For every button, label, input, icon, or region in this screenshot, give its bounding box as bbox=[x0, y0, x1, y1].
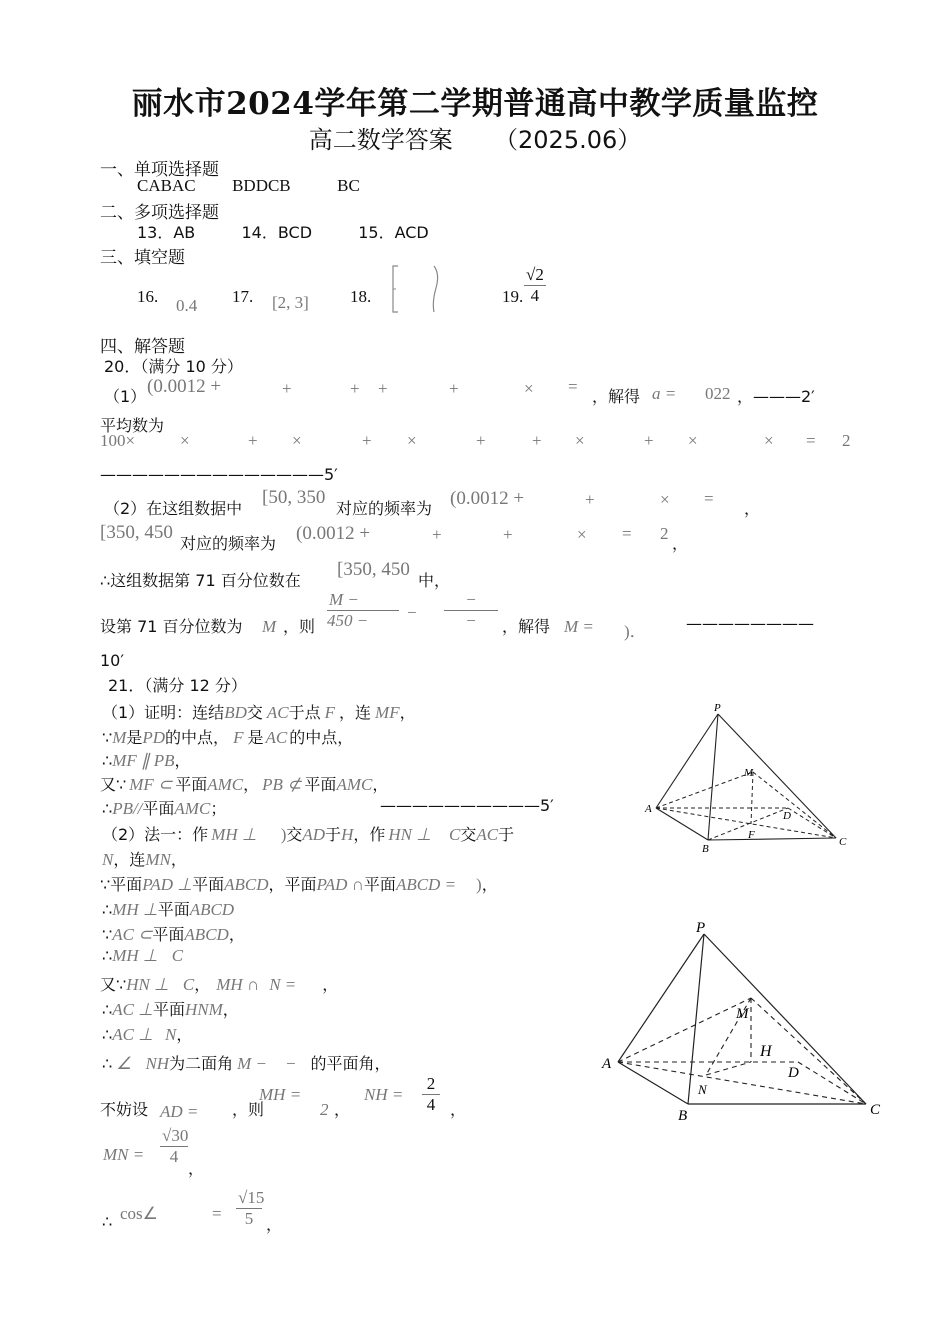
q21-l12-N: N = bbox=[269, 975, 297, 994]
q21-l12-HN: HN ⊥ bbox=[126, 975, 169, 994]
q21-line5 bbox=[102, 796, 226, 819]
q21-l5-expr: PB// bbox=[112, 799, 143, 818]
q20-p1-a: a = bbox=[652, 384, 677, 403]
q20-p1-plus3: + bbox=[378, 379, 388, 398]
q20-p4-num2: − bbox=[444, 590, 498, 611]
q21-l8-PAD2: PAD ∩ bbox=[316, 875, 364, 894]
q21-line10 bbox=[102, 922, 245, 945]
q21-line1 bbox=[102, 700, 416, 723]
q21-l8-end: ) bbox=[476, 875, 482, 894]
q21-l12-MH: MH ∩ bbox=[216, 975, 260, 994]
q21-line8 bbox=[100, 872, 498, 895]
q21-l15-dash: − bbox=[284, 1054, 297, 1073]
q20-p4-fraction2 bbox=[444, 590, 498, 631]
q21-l1e: ， bbox=[399, 703, 416, 722]
q21-l16-NH-den: 4 bbox=[426, 1095, 436, 1114]
pyramid-figure-1 bbox=[640, 700, 860, 860]
q20-p2-plus: + bbox=[585, 490, 595, 509]
q20-p3-text1: ∴这组数据第 71 百分位数在 bbox=[100, 571, 301, 590]
fig2-label-N: N bbox=[698, 1082, 707, 1097]
q21-l1d: ，连 bbox=[339, 703, 372, 722]
q20-p2-val2: 2 bbox=[660, 524, 669, 543]
q21-score5: ——————————5′ bbox=[380, 796, 554, 815]
q21-line11 bbox=[102, 946, 183, 966]
q21-l6-C: C bbox=[449, 825, 461, 844]
q20-avg-x4: × bbox=[575, 431, 585, 450]
q21-l15a: ∴ bbox=[102, 1054, 113, 1073]
q21-l12-C: C bbox=[182, 975, 195, 994]
q21-l11a: ∴ bbox=[102, 946, 113, 965]
q20-header: 20．（满分 10 分） bbox=[104, 357, 243, 376]
q16-label: 16. bbox=[137, 287, 159, 306]
q20-avg-start: 100× bbox=[100, 431, 136, 450]
q20-p2-expr1: (0.0012 + bbox=[450, 488, 525, 509]
q21-l16b: ，则 bbox=[232, 1100, 265, 1119]
q21-l5c: ； bbox=[210, 799, 227, 818]
q20-avg-x1: × bbox=[180, 431, 190, 450]
q20-p2-comma1: ， bbox=[744, 499, 761, 518]
q21-l4c: ， bbox=[243, 775, 260, 794]
fig1-label-P: P bbox=[714, 702, 721, 714]
q21-l6-paren: ) bbox=[280, 825, 287, 844]
page-title: 丽水市2024学年第二学期普通高中教学质量监控 bbox=[131, 86, 819, 122]
q21-l17-comma: ， bbox=[188, 1159, 205, 1178]
answer-group-2: BDDCB bbox=[232, 176, 291, 195]
q21-l15b: 为二面角 bbox=[169, 1054, 234, 1073]
q20-p2-interval1: [50, 350 bbox=[262, 487, 326, 508]
q21-l18-frac bbox=[236, 1188, 265, 1229]
q21-line7 bbox=[102, 847, 187, 870]
q20-p4-M2: M = bbox=[564, 617, 594, 636]
q21-l2-PD: PD bbox=[142, 728, 166, 747]
q21-l17-den: 4 bbox=[169, 1147, 179, 1166]
q21-l6-AC: AC bbox=[476, 825, 499, 844]
q21-l12c: ， bbox=[322, 975, 339, 994]
fig1-label-D: D bbox=[783, 810, 791, 822]
q21-l18-den: 5 bbox=[244, 1209, 254, 1228]
q21-l5b: 平面 bbox=[142, 799, 175, 818]
q21-l18-eq: = bbox=[212, 1204, 222, 1223]
q21-l8-ABCD2: ABCD = bbox=[395, 875, 457, 894]
q20-p2-times2: × bbox=[577, 525, 587, 544]
q20-p4-minus1: − bbox=[407, 603, 417, 622]
q21-l5a: ∴ bbox=[102, 799, 113, 818]
q21-l4a: 又∵ bbox=[100, 775, 127, 794]
q20-p4-num: M − bbox=[327, 590, 399, 611]
q21-l6b: 交 bbox=[286, 825, 303, 844]
q20-p2-plus3: + bbox=[503, 525, 513, 544]
q20-p1-solve: ，解得 bbox=[592, 387, 641, 406]
q20-p1-value: 022 bbox=[705, 384, 731, 403]
q20-p1-times: × bbox=[524, 379, 534, 398]
q21-l17-num: √30 bbox=[162, 1126, 189, 1145]
q21-l8e: ， bbox=[481, 875, 498, 894]
q21-l18-num: √15 bbox=[238, 1188, 265, 1207]
q21-l6-H: H bbox=[341, 825, 354, 844]
q20-avg-p2: + bbox=[362, 431, 372, 450]
q21-line13 bbox=[102, 997, 239, 1020]
q21-l9-ABCD: ABCD bbox=[189, 900, 235, 919]
section1-answers bbox=[137, 176, 360, 196]
q21-l1-F: F bbox=[324, 703, 336, 722]
q21-l16a: 不妨设 bbox=[100, 1100, 149, 1119]
q21-l4e: ， bbox=[372, 775, 389, 794]
q20-p2-comma2: ， bbox=[672, 534, 689, 553]
q21-l7-MN: MN bbox=[145, 850, 171, 869]
q21-l4-expr1: MF ⊂ bbox=[129, 775, 173, 794]
q18-brackets bbox=[386, 262, 446, 316]
fig2-label-P: P bbox=[696, 920, 706, 936]
q20-score10: 10′ bbox=[100, 651, 124, 670]
q20-dash-line: ——————————————5′ bbox=[100, 465, 338, 484]
q20-p2-freq-text1: 对应的频率为 bbox=[336, 499, 433, 518]
q21-l16-NH-num: 2 bbox=[422, 1074, 440, 1095]
q20-p1-score: ，———2′ bbox=[737, 387, 815, 406]
pyramid-figure-2 bbox=[598, 918, 898, 1130]
q21-l6-AD: AD bbox=[302, 825, 326, 844]
q20-p1-plus1: + bbox=[282, 379, 292, 398]
q21-l4b: 平面 bbox=[175, 775, 208, 794]
q21-l7a: ，连 bbox=[113, 850, 146, 869]
q20-p1-plus2: + bbox=[350, 379, 360, 398]
subtitle-date: （2025.06） bbox=[494, 126, 642, 154]
q21-line14 bbox=[102, 1022, 192, 1045]
q21-l18a: ∴ bbox=[102, 1212, 113, 1231]
q21-l8a: ∵平面 bbox=[100, 875, 143, 894]
q21-l2-M: M bbox=[112, 728, 127, 747]
q21-l1b: 交 bbox=[246, 703, 263, 722]
q21-l8-PAD: PAD ⊥ bbox=[142, 875, 193, 894]
q21-l1a: （1）证明：连结 bbox=[102, 703, 225, 722]
q21-l15-angle: ∠ bbox=[116, 1054, 132, 1073]
q21-l2c: 的中点， bbox=[165, 728, 230, 747]
q21-l1c: 于点 bbox=[288, 703, 321, 722]
q21-l16-comma2: ， bbox=[450, 1100, 467, 1119]
q21-l6-MH: MH ⊥ bbox=[211, 825, 257, 844]
q20-p4-text2: ，则 bbox=[283, 617, 316, 636]
fig1-label-B: B bbox=[702, 843, 709, 855]
q21-l16-NH: NH = bbox=[364, 1085, 404, 1104]
q21-l9a: ∴ bbox=[102, 900, 113, 919]
q21-line2 bbox=[102, 725, 353, 748]
q21-l16-MH-den: 2 bbox=[320, 1100, 329, 1119]
q20-p2-expr2: (0.0012 + bbox=[296, 523, 371, 544]
answer-group-1: CABAC bbox=[137, 176, 196, 195]
q20-p2-eq2: = bbox=[622, 524, 632, 543]
q21-header: 21．（满分 12 分） bbox=[108, 676, 247, 695]
q20-p4-den: 450 − bbox=[327, 611, 369, 630]
q20-avg-p3: + bbox=[476, 431, 486, 450]
q21-l8b: 平面 bbox=[192, 875, 225, 894]
q21-l4-AMC: AMC bbox=[207, 775, 244, 794]
q21-l8-ABCD: ABCD bbox=[224, 875, 269, 894]
section4-heading: 四、解答题 bbox=[100, 337, 185, 357]
q21-l3a: ∴ bbox=[102, 751, 113, 770]
q21-l11-MH: MH ⊥ bbox=[112, 946, 158, 965]
q20-p1-eq: = bbox=[568, 377, 578, 396]
q21-l2b: 是 bbox=[126, 728, 143, 747]
section2-heading: 二、多项选择题 bbox=[100, 203, 219, 223]
q21-l13b: 平面 bbox=[152, 1000, 185, 1019]
q21-l9-MH: MH ⊥ bbox=[112, 900, 158, 919]
fig2-label-D: D bbox=[788, 1065, 799, 1081]
q21-l16-AD: AD = bbox=[160, 1102, 199, 1121]
q21-l2-AC: AC bbox=[265, 728, 288, 747]
fig1-label-C: C bbox=[839, 836, 847, 848]
q19-denominator: 4 bbox=[530, 286, 540, 305]
q17-answer: [2, 3] bbox=[272, 293, 309, 312]
q20-p4-solve: ，解得 bbox=[502, 617, 551, 636]
q21-l3-expr: MF ∥ PB bbox=[112, 751, 175, 770]
answer-group-3: BC bbox=[337, 176, 360, 195]
q20-p2-interval2: [350, 450 bbox=[100, 522, 173, 543]
subtitle-text: 高二数学答案 bbox=[308, 126, 453, 154]
q18-label: 18. bbox=[350, 287, 372, 306]
q21-l2-F: F bbox=[233, 728, 244, 747]
q20-avg-p5: + bbox=[644, 431, 654, 450]
q20-p4-M: M bbox=[262, 617, 277, 636]
q21-line6 bbox=[102, 822, 514, 845]
q20-p4-text1: 设第 71 百分位数为 bbox=[100, 617, 243, 636]
q21-l7-N: N bbox=[102, 850, 114, 869]
q21-l13-HNM: HNM bbox=[185, 1000, 223, 1019]
q21-l17-frac bbox=[160, 1126, 188, 1167]
q21-l8d: 平面 bbox=[363, 875, 396, 894]
q21-l2d: 是 bbox=[247, 728, 264, 747]
q20-p4-dash: ———————— bbox=[686, 614, 814, 633]
q21-line15 bbox=[102, 1051, 390, 1074]
section2-answers bbox=[137, 220, 429, 243]
page-subtitle bbox=[0, 120, 950, 155]
q21-l14b: ， bbox=[176, 1025, 193, 1044]
q21-l17-MN: MN = bbox=[103, 1145, 145, 1164]
q20-p4-end: )． bbox=[624, 622, 647, 641]
q20-p3-interval: [350, 450 bbox=[337, 559, 410, 580]
q20-p2-plus2: + bbox=[432, 525, 442, 544]
q20-avg-x5: × bbox=[688, 431, 698, 450]
q21-l14-AC: AC ⊥ bbox=[112, 1025, 153, 1044]
q21-l6d: ，作 bbox=[353, 825, 386, 844]
q21-l10-AC: AC ⊂ bbox=[112, 925, 153, 944]
q16-answer: 0.4 bbox=[176, 296, 198, 315]
section1-heading: 一、单项选择题 bbox=[100, 160, 219, 180]
q21-l13c: ， bbox=[222, 1000, 239, 1019]
fig2-label-H: H bbox=[760, 1043, 772, 1060]
q21-l12b: ， bbox=[194, 975, 211, 994]
q21-l1-BD: BD bbox=[224, 703, 247, 722]
q21-l16-comma: ， bbox=[334, 1100, 351, 1119]
q21-l1-MF: MF bbox=[375, 703, 400, 722]
q20-p1-plus4: + bbox=[449, 379, 459, 398]
q20-avg-label: 平均数为 bbox=[100, 416, 165, 435]
q21-l6-HN: HN ⊥ bbox=[388, 825, 432, 844]
q21-l4-expr2: PB ⊄ bbox=[262, 775, 302, 794]
q21-l15-M: M − bbox=[237, 1054, 267, 1073]
q21-l3b: ， bbox=[174, 751, 191, 770]
q21-l6e: 交 bbox=[460, 825, 477, 844]
q20-p3-text2: 中， bbox=[418, 571, 451, 590]
q19-answer bbox=[524, 265, 546, 306]
q21-l1-AC: AC bbox=[266, 703, 289, 722]
fig1-label-M: M bbox=[744, 767, 754, 779]
q21-l2a: ∵ bbox=[102, 728, 113, 747]
q21-l15c: 的平面角， bbox=[310, 1054, 391, 1073]
q20-avg-p1: + bbox=[248, 431, 258, 450]
q20-p2-eq: = bbox=[704, 489, 714, 508]
q21-l10c: ， bbox=[228, 925, 245, 944]
q17-label: 17. bbox=[232, 287, 254, 306]
answer-q13: 13．AB bbox=[137, 223, 196, 242]
q20-avg-p4: + bbox=[532, 431, 542, 450]
q21-l13a: ∴ bbox=[102, 1000, 113, 1019]
q21-l16-MH: MH = bbox=[259, 1085, 302, 1104]
q21-l18-cos: cos∠ bbox=[120, 1204, 158, 1223]
q20-part2-label: （2）在这组数据中 bbox=[104, 499, 243, 518]
q20-p4-fraction1 bbox=[327, 590, 399, 631]
q20-part1-label: （1） bbox=[104, 387, 147, 406]
q20-part1-expr: (0.0012 + bbox=[147, 376, 222, 397]
fig2-label-B: B bbox=[678, 1108, 688, 1124]
q21-l5-AMC: AMC bbox=[174, 799, 211, 818]
q19-label: 19. bbox=[502, 287, 524, 306]
q21-l9b: 平面 bbox=[157, 900, 190, 919]
q20-p2-freq-text2: 对应的频率为 bbox=[180, 534, 277, 553]
q21-line9 bbox=[102, 897, 234, 920]
q21-l11-C: C bbox=[171, 946, 184, 965]
q20-avg-end: 2 bbox=[842, 431, 851, 450]
q21-l2e: 的中点， bbox=[289, 728, 354, 747]
section3-heading: 三、填空题 bbox=[100, 248, 185, 268]
q21-l4-AMC2: AMC bbox=[336, 775, 373, 794]
q19-numerator: √2 bbox=[526, 265, 544, 284]
q21-l4d: 平面 bbox=[304, 775, 337, 794]
q21-l16-NH-frac bbox=[422, 1074, 440, 1115]
q20-p4-den2: − bbox=[466, 611, 476, 630]
fig2-label-C: C bbox=[870, 1102, 881, 1118]
q21-l18-comma: ， bbox=[266, 1215, 283, 1234]
q21-l13-AC: AC ⊥ bbox=[112, 1000, 153, 1019]
fig1-label-F: F bbox=[748, 829, 755, 841]
q21-l14-N: N bbox=[164, 1025, 177, 1044]
q21-l6c: 于 bbox=[325, 825, 342, 844]
q21-l10a: ∵ bbox=[102, 925, 113, 944]
q21-l12a: 又∵ bbox=[100, 975, 127, 994]
q21-l6f: 于 bbox=[498, 825, 515, 844]
fig2-label-A: A bbox=[602, 1056, 612, 1072]
q20-avg-x2: × bbox=[292, 431, 302, 450]
q21-l10-ABCD: ABCD bbox=[184, 925, 229, 944]
q21-line4 bbox=[100, 772, 388, 795]
fig1-label-A: A bbox=[645, 803, 652, 815]
q21-l15-NH: NH bbox=[145, 1054, 170, 1073]
q21-line3 bbox=[102, 748, 191, 771]
q20-avg-x6: × bbox=[764, 431, 774, 450]
q20-avg-eq: = bbox=[806, 431, 816, 450]
answer-q14: 14．BCD bbox=[241, 223, 313, 242]
q21-l8c: ，平面 bbox=[268, 875, 317, 894]
q21-l10b: 平面 bbox=[152, 925, 185, 944]
q21-l14a: ∴ bbox=[102, 1025, 113, 1044]
q20-p2-times: × bbox=[660, 490, 670, 509]
answer-q15: 15．ACD bbox=[358, 223, 429, 242]
q21-l7b: ， bbox=[170, 850, 187, 869]
fig2-label-M: M bbox=[736, 1006, 749, 1022]
q21-l6a: （2）法一：作 bbox=[102, 825, 209, 844]
q21-line12 bbox=[100, 972, 338, 995]
q20-avg-x3: × bbox=[407, 431, 417, 450]
